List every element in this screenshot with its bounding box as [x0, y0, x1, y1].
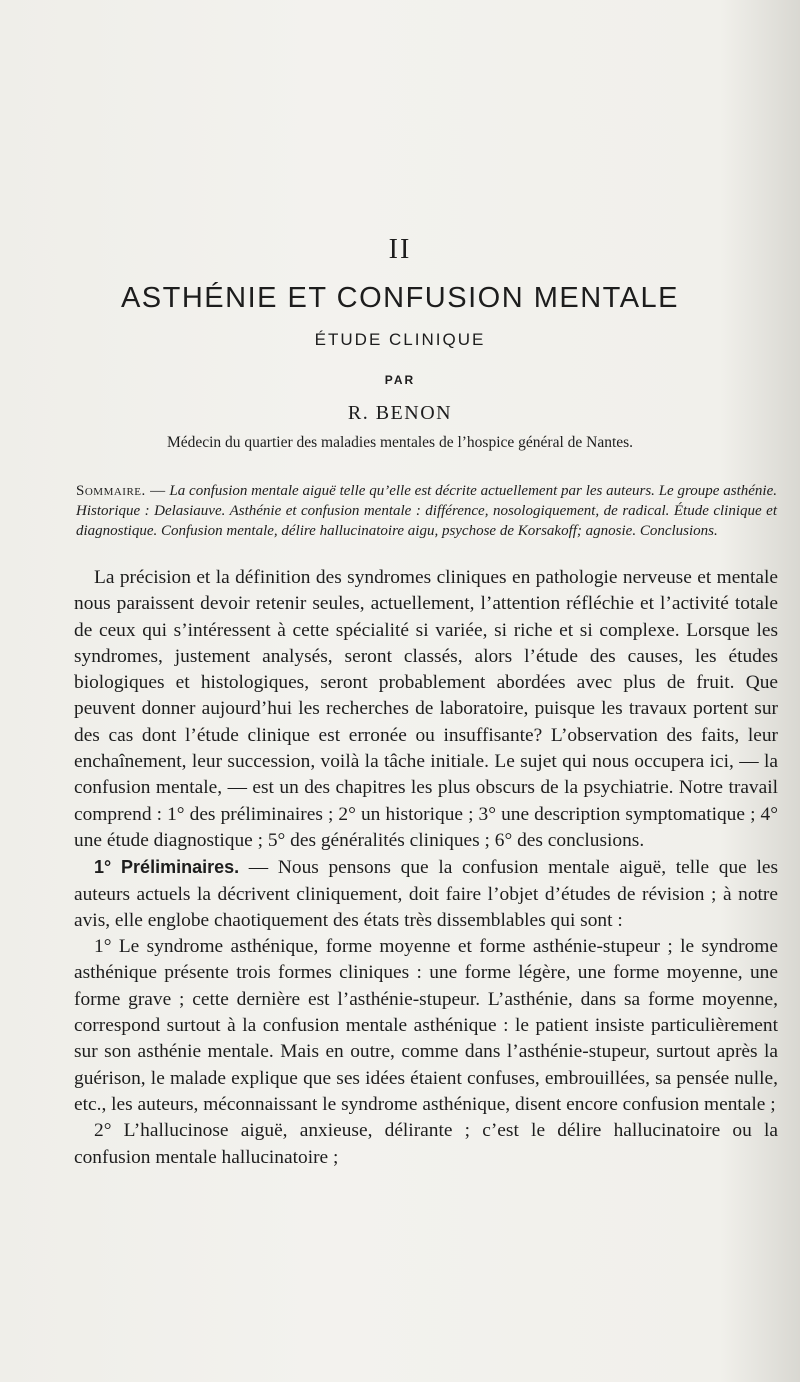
article-title: ASTHÉNIE ET CONFUSION MENTALE [120, 282, 680, 314]
article-subtitle: ÉTUDE CLINIQUE [314, 330, 486, 349]
paragraph-syndrome-asthenique: 1° Le syndrome asthénique, forme moyenne et forme asthénie-stupeur ; le syndrome asthénique présente trois formes cliniques : une forme légère, une forme moyenne, une forme grave ; cette dernière est l’asthénie-stupeur. L’asthénie, dans sa forme moyenne, correspond surtout à la confusion mentale asthénique : le patient insiste particulièrement sur son asthénie mentale. Mais en outre, comme dans l’asthénie-stupeur, surtout après la guérison, le malade explique que ses idées étaient confuses, embrouillées, sa pensée nulle, etc., les auteurs, méconnaissant le syndrome asthénique, disent encore confusion mentale ; [74, 936, 778, 1115]
byline-par: PAR [384, 373, 416, 387]
author-affiliation: Médecin du quartier des maladies mentales de l’hospice général de Nantes. [166, 434, 634, 451]
summary-block [76, 481, 777, 541]
paragraph-hallucinose: 2° L’hallucinose aiguë, anxieuse, délirante ; c’est le délire hallucinatoire ou la confusion mentale hallucinatoire ; [74, 1120, 778, 1168]
paragraph-preliminaires [74, 854, 778, 934]
chapter-number: II [388, 234, 412, 265]
section-heading: 1° Préliminaires. [94, 857, 240, 878]
author-name: R. BENON [347, 402, 453, 424]
paragraph-intro: La précision et la définition des syndromes cliniques en pathologie nerveuse et mentale nous paraissent devoir retenir seules, actuellement, l’attention réfléchie et l’activité totale de ceux qui s’intéressent à cette spécialité si variée, si riche et si complexe. Lorsque les syndromes, justement analysés, seront classés, alors l’étude des causes, les études biologiques et histologiques, seront probablement abordées avec plus de fruit. Que peuvent donner aujourd’hui les recherches de laboratoire, puisque les travaux portent sur des cas dont l’étude clinique est erronée ou insuffisante? L’observation des faits, leur enchaînement, leur succession, voilà la tâche initiale. Le sujet qui nous occupera ici, — la confusion mentale, — est un des chapitres les plus obscurs de la psychiatrie. Notre travail comprend : 1° des préliminaires ; 2° un historique ; 3° une description symptomatique ; 4° une étude diagnostique ; 5° des généralités cliniques ; 6° des conclusions. [74, 567, 778, 851]
paragraph-preliminaires-text: — Nous pensons que la confusion mentale aiguë, telle que les auteurs actuels la décrivent cliniquement, doit faire l’objet d’études de révision ; à notre avis, elle englobe chaotiquement des états très dissemblables qui sont : [74, 857, 778, 931]
article-body [74, 565, 778, 1171]
summary-label: Sommaire. — [76, 483, 166, 499]
summary-text: La confusion mentale aiguë telle qu’elle est décrite actuellement par les auteurs. Le groupe asthénie. Historique : Delasiauve. Asthénie et confusion mentale : différence, nosologiquement, de radical. Étude clinique et diagnostique. Confusion mentale, délire hallucinatoire aigu, psychose de Korsakoff; agnosie. Conclusions. [76, 483, 778, 539]
